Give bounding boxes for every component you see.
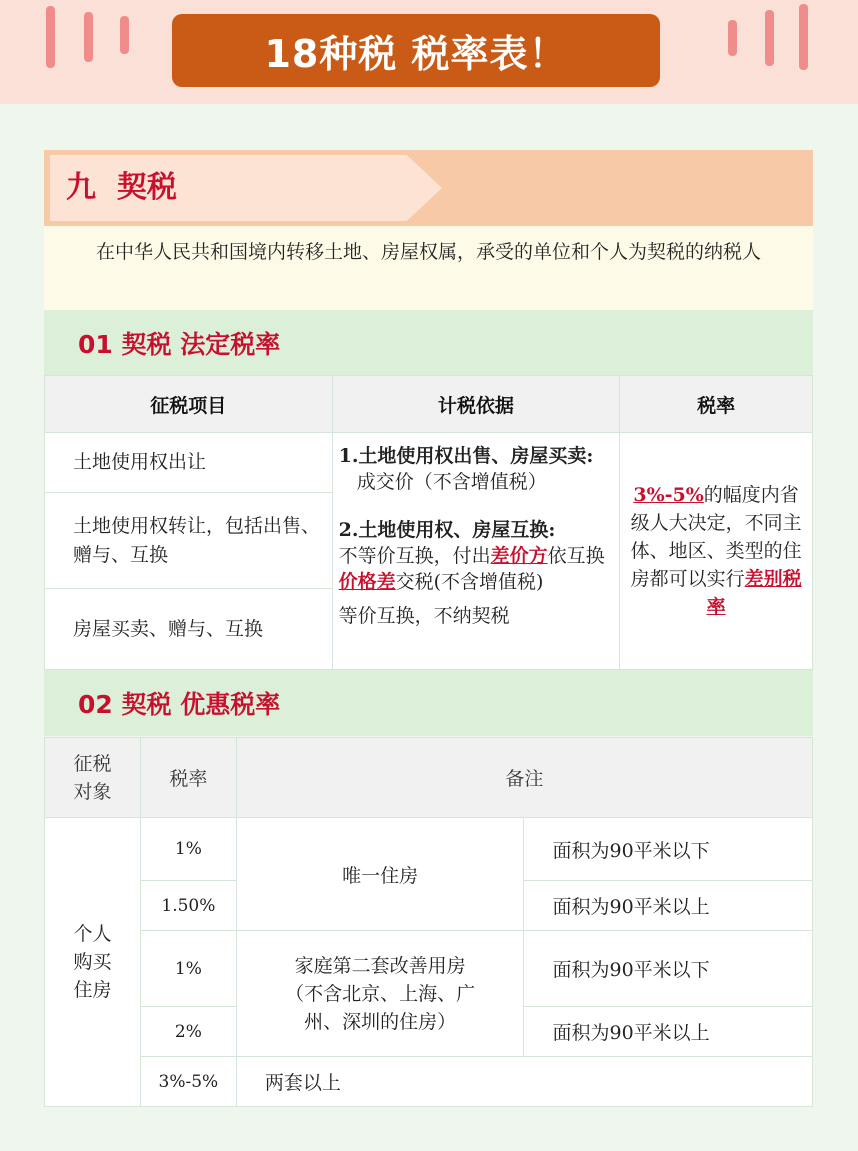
table-cell-item: 土地使用权转让，包括出售、赠与、互换 xyxy=(45,493,333,589)
column-header: 备注 xyxy=(236,738,812,818)
basis-text-2a: 不等价互换，付出 xyxy=(338,545,491,567)
rate-range: 3%-5% xyxy=(633,484,704,506)
column-header: 征税项目 xyxy=(45,376,333,433)
section-title: 九 契税 xyxy=(66,170,177,205)
preferential-rate-heading: 02 契税 优惠税率 xyxy=(44,670,813,736)
basis-highlight-1: 差价方 xyxy=(490,545,548,567)
basis-highlight-2: 价格差 xyxy=(338,571,396,593)
rate-text: 的幅度内省级人大决定，不同主体、地区、类型的住房都可以实行 xyxy=(630,484,802,590)
table-cell-rate: 2% xyxy=(140,1007,236,1057)
decor-stripe xyxy=(84,12,93,62)
page-title: 18种税 税率表！ xyxy=(172,14,660,87)
table-cell-rate: 1% xyxy=(140,818,236,881)
decor-stripe xyxy=(765,10,774,66)
column-header: 征税对象 xyxy=(45,738,141,818)
basis-title-2: 2.土地使用权、房屋互换: xyxy=(338,519,556,541)
basis-text-2c: 依互换 xyxy=(547,545,605,567)
column-header: 税率 xyxy=(620,376,813,433)
table-cell-note: 面积为90平米以下 xyxy=(524,818,813,881)
decor-stripe xyxy=(799,4,808,70)
decor-stripe xyxy=(728,20,737,56)
column-header: 计税依据 xyxy=(332,376,620,433)
table-cell-rate: 1.50% xyxy=(140,881,236,931)
basis-title-1: 1.土地使用权出售、房屋买卖: xyxy=(338,445,594,467)
table-cell-note: 面积为90平米以上 xyxy=(524,1007,813,1057)
header-band xyxy=(0,0,858,104)
basis-text-1: 成交价（不含增值税） xyxy=(356,471,547,493)
basis-text-2e: 交税(不含增值税) xyxy=(395,571,544,593)
section-description: 在中华人民共和国境内转移土地、房屋权属，承受的单位和个人为契税的纳税人 xyxy=(44,226,813,310)
legal-rate-table xyxy=(44,375,813,670)
table-cell-note: 两套以上 xyxy=(236,1057,812,1107)
table-cell-item: 房屋买卖、赠与、互换 xyxy=(45,589,333,670)
table-cell-rate: 1% xyxy=(140,931,236,1007)
table-cell-rate xyxy=(620,433,813,670)
column-header: 税率 xyxy=(140,738,236,818)
table-cell-type: 家庭第二套改善用房（不含北京、上海、广州、深圳的住房） xyxy=(236,931,524,1057)
table-cell-object: 个人购买住房 xyxy=(45,818,141,1107)
table-cell-item: 土地使用权出让 xyxy=(45,433,333,493)
table-cell-note: 面积为90平米以下 xyxy=(524,931,813,1007)
table-cell-type: 唯一住房 xyxy=(236,818,524,931)
table-cell-basis xyxy=(332,433,620,670)
decor-stripe xyxy=(46,6,55,68)
preferential-rate-table xyxy=(44,737,813,1107)
basis-text-3: 等价互换，不纳契税 xyxy=(338,605,510,627)
table-cell-rate: 3%-5% xyxy=(140,1057,236,1107)
rate-link: 差别税率 xyxy=(706,568,802,618)
legal-rate-heading: 01 契税 法定税率 xyxy=(44,310,813,376)
table-cell-note: 面积为90平米以上 xyxy=(524,881,813,931)
decor-stripe xyxy=(120,16,129,54)
